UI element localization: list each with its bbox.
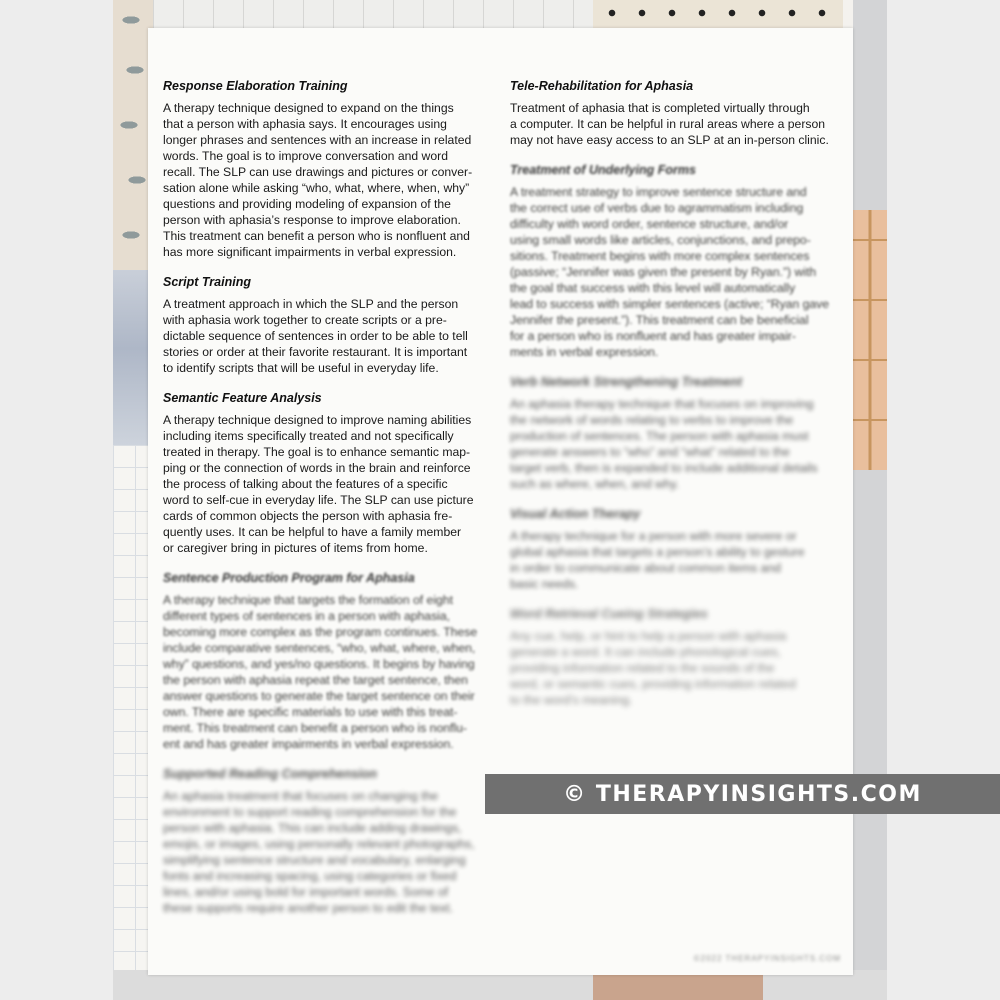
tile-decoration [153,0,593,30]
section-body: A therapy technique designed to improve naming abilities including items specifically treated and not specifically treated in therapy. The goal is to enhance semantic map- ping or the connection of words in the brain and reinforce the process of talking about the features of a specific word to self-cue in everyday life. The SLP can use picture cards of common objects the person with aphasia fre- quently uses. It can be helpful to have a family member or caregiver bring in pictures of items from home. [163,413,474,555]
section-semantic-feature-analysis [163,390,493,556]
section-visual-action-therapy [510,506,840,592]
section-sentence-production-program [163,570,493,752]
right-edge-decoration [853,0,887,1000]
watercolor-decoration [113,270,153,445]
footer-url: ©2022 THERAPYINSIGHTS.COM [693,954,841,963]
watermark-text: © THERAPYINSIGHTS.COM [563,781,922,807]
section-body: A therapy technique designed to expand on the things that a person with aphasia says. It encourages using longer phrases and sentences with an increase in related words. The goal is to improve conversation and word recall. The SLP can use drawings and pictures or conver- sation alone while asking “who, what, where, when, why” questions and providing modeling of expansion of the person with aphasia’s response to improve elaboration. This treatment can benefit a person who is nonfluent and has more significant impairments in verbal expression. [163,101,473,259]
section-response-elaboration-training [163,78,493,260]
section-heading: Script Training [163,275,251,289]
document-page [148,28,853,975]
section-script-training [163,274,493,376]
section-heading: Supported Reading Comprehension [163,767,377,781]
watermark-banner [485,774,1000,814]
section-heading: Verb Network Strengthening Treatment [510,375,742,389]
section-body: A therapy technique for a person with more severe or global aphasia that targets a person’s ability to gesture in order to communicate about common items and basic needs. [510,529,805,591]
section-body: An aphasia treatment that focuses on changing the environment to support reading comprehension for the person with aphasia. This can include adding drawings, emojis, or images, using personally relevant photographs, simplifying sentence structure and vocabulary, enlarging fonts and increasing spacing, using categories or fixed lines, and/or using bold for important words. Some of these supports require another person to edit the text. [163,789,475,915]
section-body: Treatment of aphasia that is completed virtually through a computer. It can be helpful in rural areas where a person may not have easy access to an SLP at an in-person clinic. [510,101,829,147]
section-supported-reading-comprehension [163,766,493,916]
section-heading: Tele-Rehabilitation for Aphasia [510,79,694,93]
section-tele-rehabilitation [510,78,840,148]
grid-paper-decoration [113,445,153,970]
section-body: Any cue, help, or hint to help a person with aphasia generate a word. It can include phonological cues, providing information related to the sounds of the word, or semantic cues, providing information related to the word’s meaning. [510,629,796,707]
section-heading: Sentence Production Program for Aphasia [163,571,415,585]
section-body: A therapy technique that targets the formation of eight different types of sentences in a person with aphasia, becoming more complex as the program continues. These include comparative sentences, “who, what, where, when, why” questions, and yes/no questions. It begins by having the person with aphasia repeat the target sentence, then answer questions to generate the target sentence on their own. There are specific materials to use with this treat- ment. This treatment can benefit a person who is nonflu- ent and has greater impairments in verbal expression. [163,593,478,751]
left-column [163,78,493,930]
leaf-pattern-decoration [113,0,153,270]
polka-dot-decoration [593,0,843,30]
section-body: An aphasia therapy technique that focuses on improving the network of words relating to verbs to improve the production of sentences. The person with aphasia must generate answers to “who” and “what” related to the target verb, then is expanded to include additional details such as where, when, and why. [510,397,818,491]
section-word-retrieval-cueing [510,606,840,708]
section-heading: Semantic Feature Analysis [163,391,322,405]
section-heading: Response Elaboration Training [163,79,348,93]
section-verb-network-strengthening [510,374,840,492]
right-column [510,78,840,722]
section-body: A treatment strategy to improve sentence structure and the correct use of verbs due to agrammatism including difficulty with word order, sentence structure, and/or using small words like articles, conjunctions, and prepo- sitions. Treatment begins with more complex sentences (passive; “Jennifer was given the present by Ryan.”) with the goal that success with this level will automatically lead to success with simpler sentences (active; “Ryan gave Jennifer the present.”). This treatment can be beneficial for a person who is nonfluent and has greater impair- ments in verbal expression. [510,185,830,359]
section-heading: Visual Action Therapy [510,507,641,521]
section-body: A treatment approach in which the SLP and the person with aphasia work together to create scripts or a pre- dictable sequence of sentences in order to be able to tell stories or order at their favorite restaurant. It is important to identify scripts that will be useful in everyday life. [163,297,468,375]
section-treatment-underlying-forms [510,162,840,360]
section-heading: Treatment of Underlying Forms [510,163,696,177]
section-heading: Word Retrieval Cueing Strategies [510,607,708,621]
peach-pattern-decoration [853,210,887,470]
